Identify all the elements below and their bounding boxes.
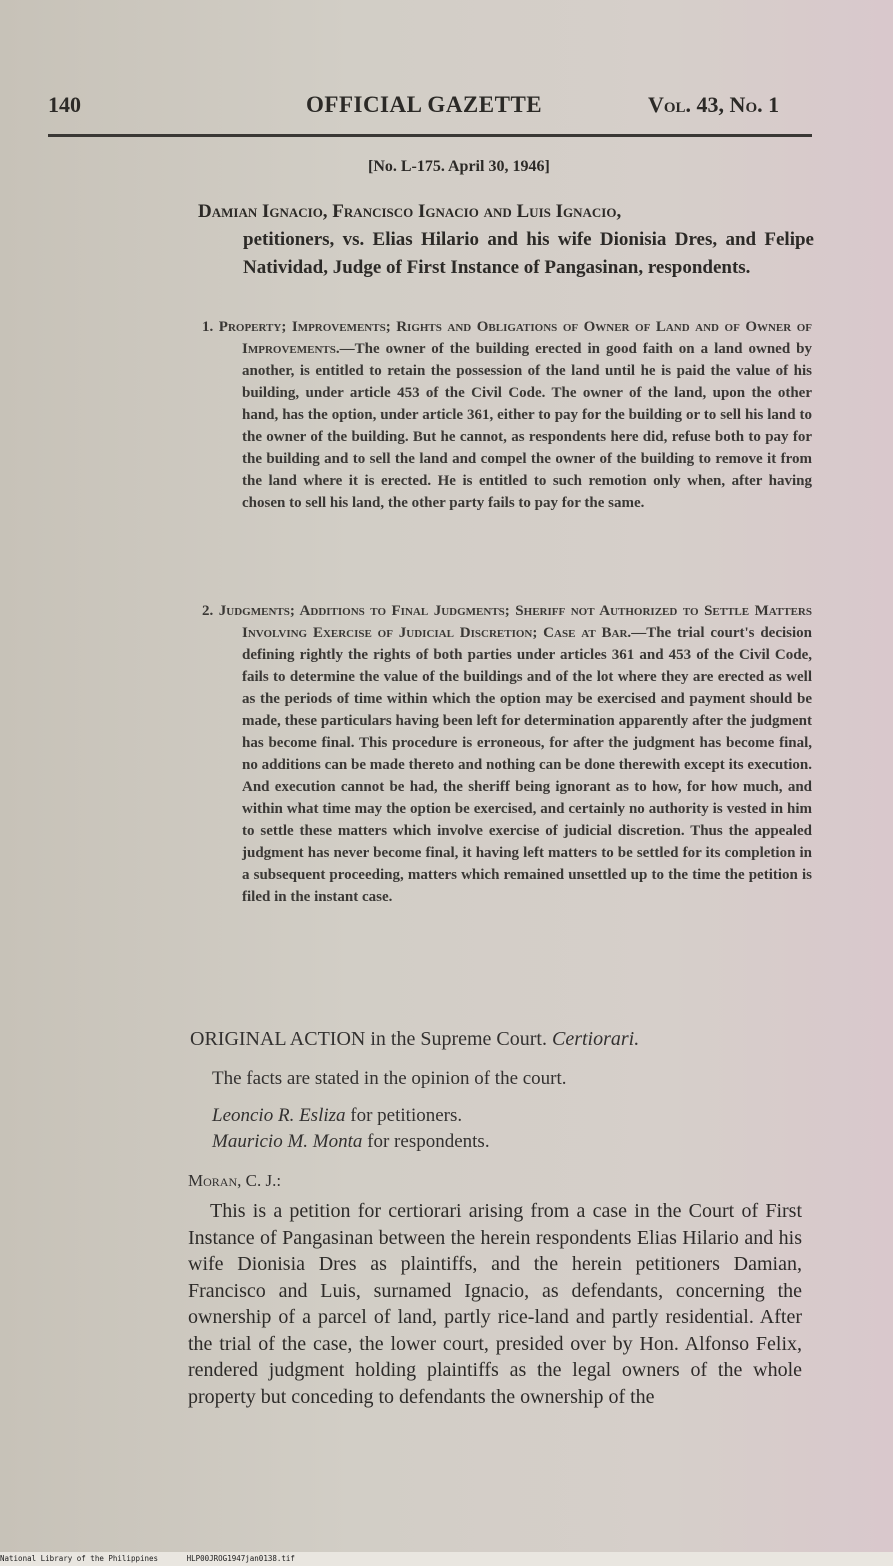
footer-file: HLP00JROG1947jan0138.tif: [186, 1554, 295, 1563]
syllabus-text: —The owner of the building erected in good faith on a land owned by another, is entitled to retain the possession of the land until he is paid the value of his building, under article 453 of the Civil Code. The owner of the land, upon the other hand, has the option, under article 361, either to pay for the building or to sell his land to the owner of the building. But he cannot, as respondents here did, refuse both to pay for the building and to sell the land and compel the owner of the building to remove it from the land where it is erected. He is entitled to such remotion only when, after having chosen to sell his land, the other party fails to pay for the same.: [242, 341, 812, 511]
original-action: [190, 1026, 639, 1052]
original-action-label: ORIGINAL ACTION in the Supreme Court.: [190, 1028, 547, 1050]
counsel-name: Mauricio M. Monta: [212, 1131, 363, 1152]
case-number-date: [No. L-175. April 30, 1946]: [368, 158, 550, 175]
parties-line-2: petitioners, vs. Elias Hilario and his wife Dionisia Dres, and Felipe Natividad, Judge of First Instance of Pangasinan, respondents.: [243, 229, 814, 278]
counsel-role: for respondents.: [367, 1131, 490, 1152]
syllabus-heading: Property; Improvements; Rights and Obligations of Owner of Land and of Owner of Improvements.: [218, 319, 813, 357]
facts-line: The facts are stated in the opinion of the court.: [212, 1068, 567, 1089]
volume-number: Vol. 43, No. 1: [648, 92, 780, 117]
parties-line-1: Damian Ignacio, Francisco Ignacio and Luis Ignacio,: [198, 201, 622, 222]
counsel-petitioners: [212, 1103, 462, 1129]
header-rule: [48, 134, 812, 137]
original-action-type: Certiorari.: [552, 1028, 640, 1050]
opinion-body: [188, 1198, 802, 1410]
opinion-paragraph: This is a petition for certiorari arising from a case in the Court of First Instance of Pangasinan between the herein respondents Elias Hilario and his wife Dionisia Dres as plaintiffs, and the herein petitioners Damian, Francisco and Luis, surnamed Ignacio, as defendants, concerning the ownership of a parcel of land, partly rice-land and partly residential. After the trial of the case, the lower court, presided over by Hon. Alfonso Felix, rendered judgment holding plaintiffs as the legal owners of the whole property but conceding to defendants the ownership of the: [188, 1200, 802, 1408]
syllabus-item-2: [202, 600, 812, 908]
scan-footer: [0, 1552, 893, 1566]
syllabus-number: 2.: [202, 603, 214, 619]
case-parties: [198, 198, 814, 282]
counsel-name: Leoncio R. Esliza: [212, 1105, 346, 1126]
page-number: 140: [48, 92, 81, 117]
counsel-role: for petitioners.: [350, 1105, 463, 1126]
publication-title: OFFICIAL GAZETTE: [306, 92, 543, 117]
syllabus-heading: Judgments; Additions to Final Judgments; Sheriff not Authorized to Settle Matters Involving Exercise of Judicial Discretion; Case at Bar.: [218, 603, 812, 641]
counsel-respondents: [212, 1129, 490, 1155]
syllabus-text: —The trial court's decision defining rightly the rights of both parties under articles 361 and 453 of the Civil Code, fails to determine the value of the buildings and of the lot where they are erected as well as the periods of time within which the option may be exercised and payment should be made, these particulars having been left for determination apparently after the judgment has become final. This procedure is erroneous, for after the judgment has become final, no additions can be made thereto and nothing can be done therewith except its execution. And execution cannot be had, the sheriff being ignorant as to how, for how much, and within what time may the option be exercised, and certainly no authority is vested in him to settle these matters which involve exercise of judicial discretion. Thus the appealed judgment has never become final, it having left matters to be settled for its completion in a subsequent proceeding, matters which remained unsettled up to the time the petition is filed in the instant case.: [242, 625, 812, 905]
syllabus-number: 1.: [202, 319, 214, 335]
footer-source: National Library of the Philippines: [0, 1554, 159, 1563]
syllabus-item-1: [202, 316, 812, 514]
ponente: Moran, C. J.:: [188, 1171, 282, 1190]
